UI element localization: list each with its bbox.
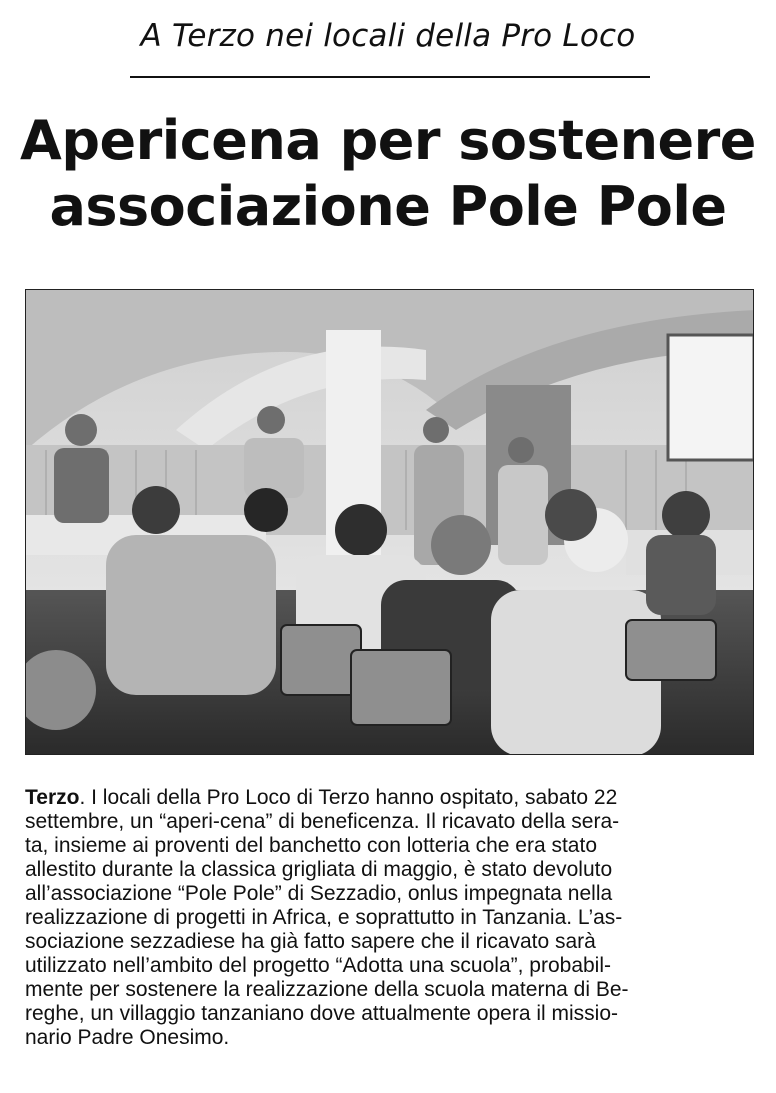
body-lead-dateline: Terzo bbox=[25, 786, 80, 809]
article-body bbox=[25, 786, 754, 1050]
article-headline bbox=[0, 108, 776, 240]
photo-image bbox=[26, 290, 754, 755]
headline-line-2: associazione Pole Pole bbox=[49, 175, 727, 238]
article-photo bbox=[25, 289, 754, 755]
body-paragraph: . I locali della Pro Loco di Terzo hanno ospitato, sabato 22 settembre, un “aperi-cena” di beneficenza. Il ricavato della sera- ta, insieme ai proventi del banchetto con lotteria che era stato allestito durante la classica grigliata di maggio, è stato devoluto all’associazione “Pole Pole” di Sezzadio, onlus impegnata nella realizzazione di progetti in Africa, e soprattutto in Tanzania. L’as- sociazione sezzadiese ha già fatto sapere che il ricavato sarà utilizzato nell’ambito del progetto “Adotta una scuola”, probabil- mente per sostenere la realizzazione della scuola materna di Be- reghe, un villaggio tanzaniano dove attualmente opera il missio- nario Padre Onesimo. bbox=[25, 786, 629, 1049]
headline-line-1: Apericena per sostenere bbox=[20, 109, 756, 172]
article-kicker: A Terzo nei locali della Pro Loco bbox=[140, 18, 636, 54]
kicker-divider bbox=[130, 76, 650, 78]
